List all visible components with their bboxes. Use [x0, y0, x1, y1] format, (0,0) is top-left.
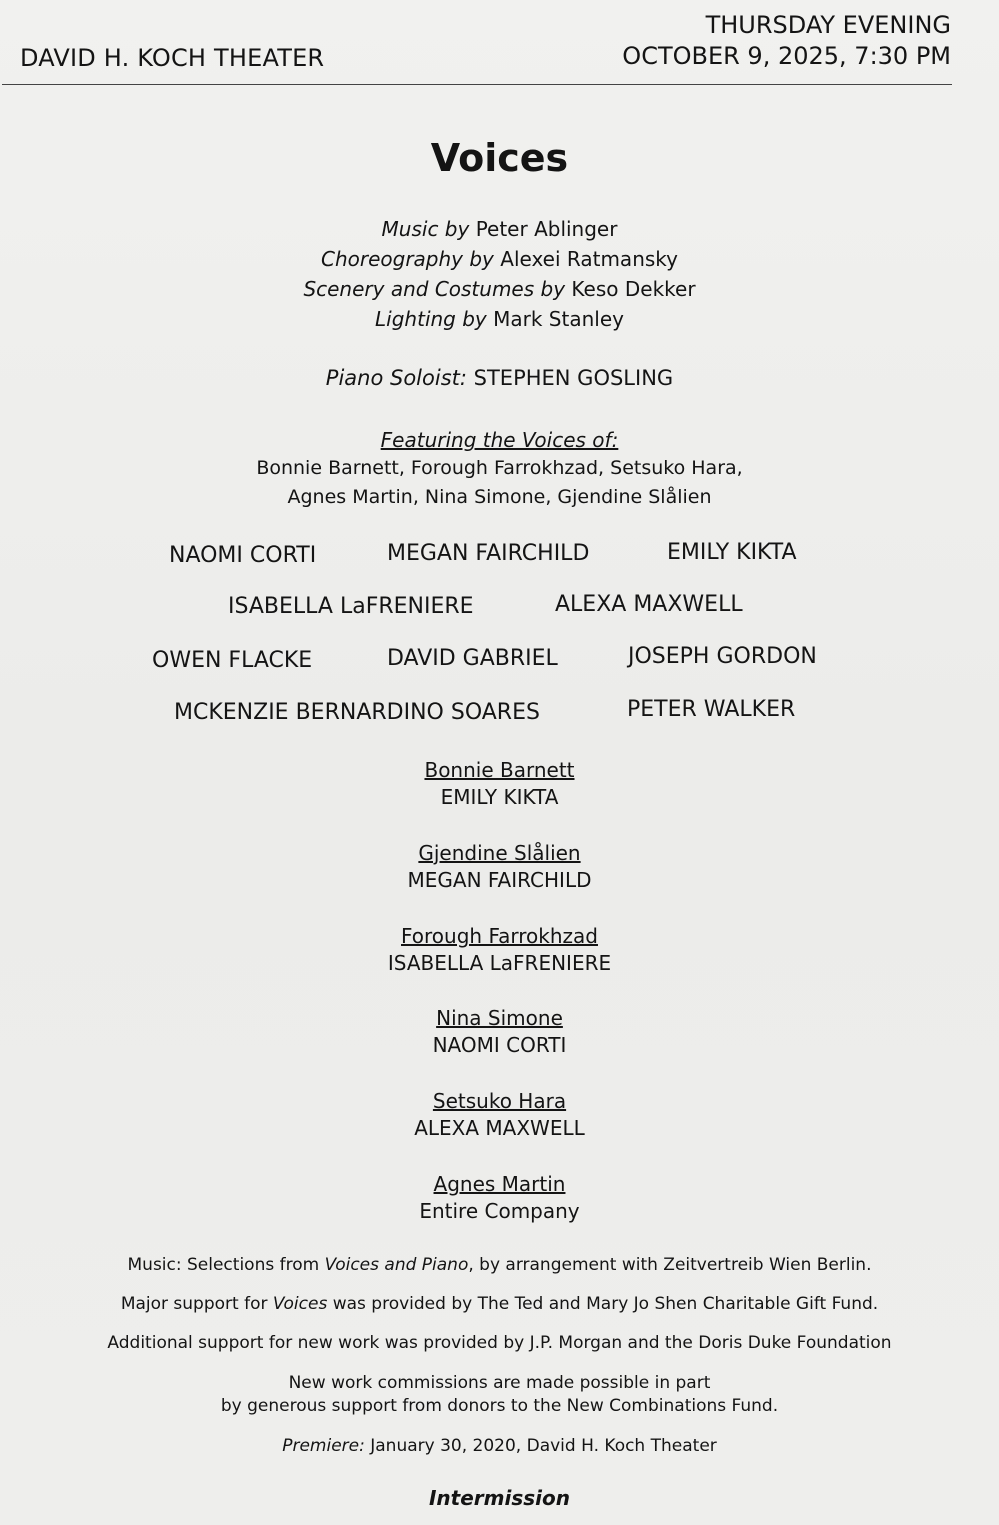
role-assignment — [0, 757, 999, 811]
dancer-name: NAOMI CORTI — [169, 543, 317, 568]
dancer-name: OWEN FLACKE — [152, 648, 313, 673]
role-assignment — [0, 840, 999, 894]
soloist-name: STEPHEN GOSLING — [473, 366, 674, 390]
credit-choreography: Choreography by Alexei Ratmansky — [320, 247, 678, 271]
dancer-name: EMILY KIKTA — [667, 540, 797, 565]
role-voice: Forough Farrokhzad — [401, 924, 598, 948]
major-support-note: Major support for Voices was provided by The Ted and Mary Jo Shen Charitable Gift Fund. — [120, 1294, 879, 1314]
role-voice: Bonnie Barnett — [424, 758, 575, 782]
intermission-label: Intermission — [428, 1486, 570, 1510]
role-assignment — [0, 923, 999, 977]
role-dancer: ISABELLA LaFRENIERE — [387, 951, 612, 975]
music-note: Music: Selections from Voices and Piano, by arrangement with Zeitvertreib Wien Berlin. — [127, 1255, 872, 1275]
role-dancer: NAOMI CORTI — [432, 1033, 567, 1057]
featured-voices — [0, 454, 999, 512]
dancer-name: PETER WALKER — [627, 697, 796, 722]
performance-date: OCTOBER 9, 2025, 7:30 PM — [622, 42, 951, 70]
credit-music: Music by Peter Ablinger — [381, 217, 618, 241]
dancer-name: MEGAN FAIRCHILD — [387, 541, 590, 566]
role-assignment — [0, 1005, 999, 1059]
role-assignment — [0, 1088, 999, 1142]
performance-datetime — [622, 10, 951, 72]
role-voice: Gjendine Slålien — [418, 841, 581, 865]
additional-support-note: Additional support for new work was provided by J.P. Morgan and the Doris Duke Foundation — [107, 1333, 892, 1353]
piano-soloist — [0, 366, 999, 390]
soloist-label: Piano Soloist: — [325, 366, 467, 390]
role-dancer: Entire Company — [419, 1199, 580, 1223]
commissions-note: New work commissions are made possible in part by generous support from donors to the New Combinations Fund. — [220, 1373, 779, 1416]
credit-lighting: Lighting by Mark Stanley — [375, 307, 624, 331]
role-voice: Setsuko Hara — [432, 1089, 567, 1113]
role-dancer: EMILY KIKTA — [440, 785, 559, 809]
credit-scenery-costumes: Scenery and Costumes by Keso Dekker — [303, 277, 696, 301]
header-divider — [2, 84, 952, 85]
dancer-name: DAVID GABRIEL — [387, 646, 558, 671]
role-assignment — [0, 1171, 999, 1225]
role-dancer: ALEXA MAXWELL — [414, 1116, 585, 1140]
dancer-name: ALEXA MAXWELL — [555, 592, 743, 617]
role-voice: Agnes Martin — [433, 1172, 566, 1196]
premiere-note: Premiere: January 30, 2020, David H. Koch Theater — [282, 1436, 717, 1456]
role-voice: Nina Simone — [436, 1006, 563, 1030]
credits-block — [0, 214, 999, 334]
dancer-name: JOSEPH GORDON — [628, 644, 817, 669]
featured-voices-line1: Bonnie Barnett, Forough Farrokhzad, Setsuko Hara, — [256, 457, 743, 479]
performance-day: THURSDAY EVENING — [705, 11, 951, 39]
ballet-title: Voices — [430, 136, 569, 180]
venue-name: DAVID H. KOCH THEATER — [20, 44, 325, 72]
dancer-name: MCKENZIE BERNARDINO SOARES — [174, 700, 540, 725]
dancer-name: ISABELLA LaFRENIERE — [228, 594, 474, 619]
featuring-label: Featuring the Voices of: — [380, 428, 619, 452]
featured-voices-line2: Agnes Martin, Nina Simone, Gjendine Slålien — [287, 486, 712, 508]
role-dancer: MEGAN FAIRCHILD — [407, 868, 592, 892]
